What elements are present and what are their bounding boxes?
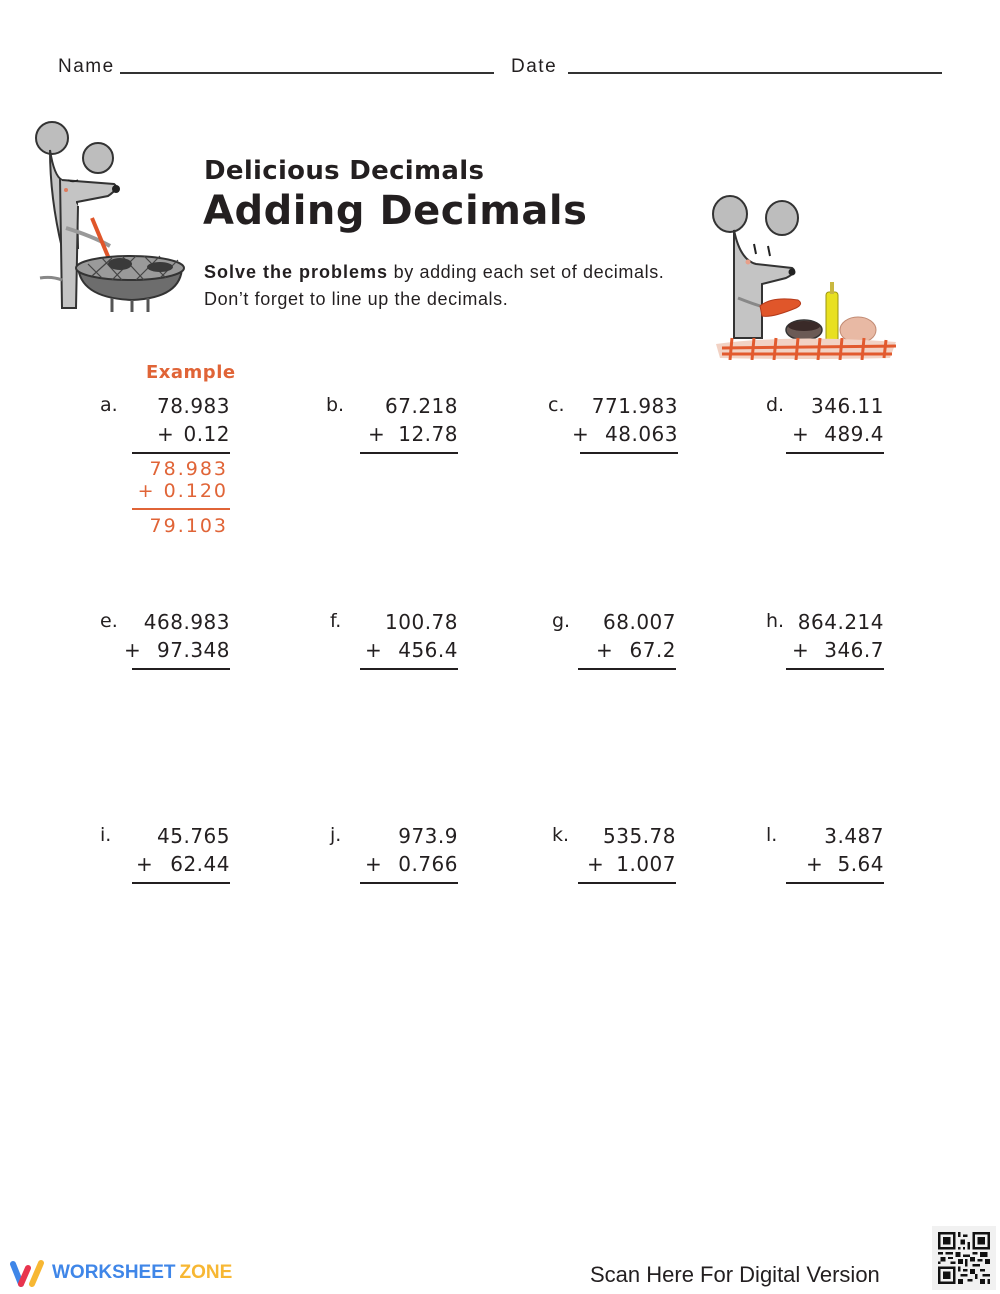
problem-e xyxy=(100,610,230,710)
example-answer: 79.103 xyxy=(149,515,228,537)
problem-letter: b. xyxy=(326,394,345,416)
problem-b xyxy=(326,394,458,494)
example-worked-solution xyxy=(130,458,230,538)
problem-top-number: 3.487 xyxy=(824,824,884,848)
qr-code-icon xyxy=(938,1232,990,1284)
problem-d xyxy=(766,394,884,494)
plus-sign: + xyxy=(124,638,141,662)
answer-line xyxy=(786,452,884,454)
problem-letter: d. xyxy=(766,394,785,416)
problem-l xyxy=(766,824,884,924)
answer-field[interactable] xyxy=(132,886,230,920)
plus-sign: + xyxy=(792,638,809,662)
answer-line xyxy=(360,452,458,454)
example-label: Example xyxy=(146,362,236,383)
date-field[interactable] xyxy=(568,72,942,74)
answer-line xyxy=(132,452,230,454)
scan-instruction: Scan Here For Digital Version xyxy=(590,1262,880,1287)
name-date-row xyxy=(58,56,942,80)
problem-h xyxy=(766,610,884,710)
problem-bottom-number: 97.348 xyxy=(157,638,230,662)
answer-line xyxy=(132,882,230,884)
problem-top-number: 45.765 xyxy=(157,824,230,848)
problem-bottom-number: 1.007 xyxy=(616,852,676,876)
answer-line xyxy=(360,668,458,670)
answer-field[interactable] xyxy=(132,672,230,706)
worksheetzone-logo[interactable] xyxy=(8,1258,232,1288)
answer-line xyxy=(360,882,458,884)
problem-bottom-number: 48.063 xyxy=(605,422,678,446)
problem-bottom-number: 5.64 xyxy=(837,852,884,876)
worksheet-subtitle: Delicious Decimals xyxy=(204,156,485,186)
problem-bottom-number: 456.4 xyxy=(398,638,458,662)
problem-top-number: 67.218 xyxy=(385,394,458,418)
answer-line xyxy=(578,882,676,884)
brand-name-part-2: ZONE xyxy=(179,1262,233,1283)
problem-f xyxy=(330,610,458,710)
plus-sign: + xyxy=(596,638,613,662)
problem-top-number: 535.78 xyxy=(603,824,676,848)
answer-line xyxy=(786,668,884,670)
answer-field[interactable] xyxy=(360,672,458,706)
mouse-picnic-illustration xyxy=(712,188,900,360)
example-work-bottom: + 0.120 xyxy=(137,480,228,502)
problem-bottom-number: 12.78 xyxy=(398,422,458,446)
worksheetzone-logo-icon xyxy=(8,1258,46,1288)
problem-bottom-number: 0.766 xyxy=(398,852,458,876)
problem-c xyxy=(548,394,678,494)
name-field[interactable] xyxy=(120,72,494,74)
instructions-bold: Solve the problems xyxy=(204,262,389,282)
answer-line xyxy=(132,668,230,670)
answer-field[interactable] xyxy=(360,456,458,490)
answer-field[interactable] xyxy=(786,886,884,920)
problem-top-number: 973.9 xyxy=(398,824,458,848)
problem-top-number: 771.983 xyxy=(591,394,678,418)
plus-sign: + xyxy=(365,638,382,662)
plus-sign: + xyxy=(792,422,809,446)
problem-bottom-number: 67.2 xyxy=(629,638,676,662)
problem-i xyxy=(100,824,230,924)
problem-top-number: 68.007 xyxy=(603,610,676,634)
answer-line xyxy=(786,882,884,884)
problem-letter: j. xyxy=(330,824,342,846)
answer-field[interactable] xyxy=(360,886,458,920)
plus-sign: + xyxy=(806,852,823,876)
worksheet-title: Adding Decimals xyxy=(203,188,588,234)
answer-field[interactable] xyxy=(786,672,884,706)
mouse-grilling-illustration xyxy=(32,118,192,313)
problem-g xyxy=(552,610,676,710)
name-label: Name xyxy=(58,56,115,77)
example-work-top: 78.983 xyxy=(149,458,228,480)
example-rule xyxy=(132,508,230,510)
plus-sign: + xyxy=(587,852,604,876)
date-label: Date xyxy=(511,56,558,77)
problem-bottom-number: 0.12 xyxy=(183,422,230,446)
problem-bottom-number: 62.44 xyxy=(170,852,230,876)
problem-k xyxy=(552,824,676,924)
answer-line xyxy=(580,452,678,454)
plus-sign: + xyxy=(157,422,174,446)
instructions-line-1-rest: by adding each set of decimals. xyxy=(388,262,665,282)
problem-letter: a. xyxy=(100,394,118,416)
instructions-line-1 xyxy=(204,259,664,286)
problem-bottom-number: 346.7 xyxy=(824,638,884,662)
problem-letter: h. xyxy=(766,610,785,632)
problem-j xyxy=(330,824,458,924)
brand-name-part-1: WORKSHEET xyxy=(52,1262,176,1283)
problem-top-number: 468.983 xyxy=(143,610,230,634)
problem-top-number: 78.983 xyxy=(157,394,230,418)
qr-code[interactable] xyxy=(932,1226,996,1290)
problem-letter: l. xyxy=(766,824,778,846)
problem-letter: g. xyxy=(552,610,571,632)
problem-letter: c. xyxy=(548,394,565,416)
answer-field[interactable] xyxy=(580,456,678,490)
instructions-line-2: Don’t forget to line up the decimals. xyxy=(204,289,509,309)
plus-sign: + xyxy=(368,422,385,446)
problem-letter: k. xyxy=(552,824,570,846)
problem-letter: f. xyxy=(330,610,342,632)
problem-top-number: 864.214 xyxy=(797,610,884,634)
answer-line xyxy=(578,668,676,670)
plus-sign: + xyxy=(365,852,382,876)
problem-top-number: 100.78 xyxy=(385,610,458,634)
problem-letter: e. xyxy=(100,610,118,632)
answer-field[interactable] xyxy=(786,456,884,490)
problem-letter: i. xyxy=(100,824,112,846)
plus-sign: + xyxy=(136,852,153,876)
answer-field[interactable] xyxy=(578,886,676,920)
instructions xyxy=(204,259,664,313)
problem-top-number: 346.11 xyxy=(811,394,884,418)
problem-bottom-number: 489.4 xyxy=(824,422,884,446)
answer-field[interactable] xyxy=(578,672,676,706)
plus-sign: + xyxy=(572,422,589,446)
